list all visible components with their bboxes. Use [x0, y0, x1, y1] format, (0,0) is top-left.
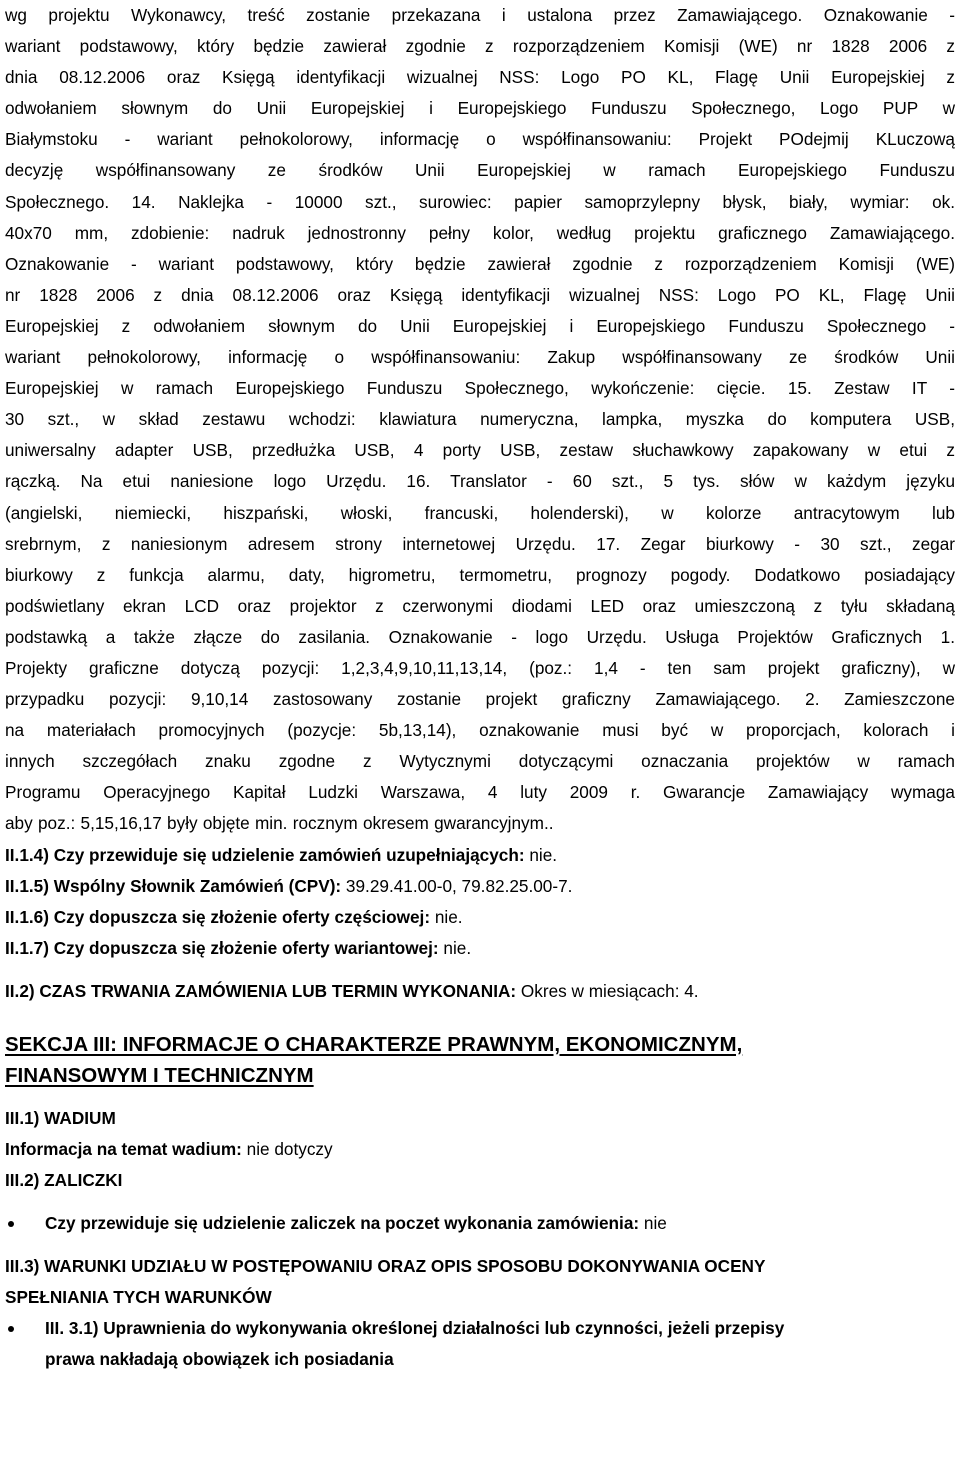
- paragraph-line: podstawką a także złącze do zasilania. Oznakowanie - logo Urzędu. Usługa Projektów Graficznych 1.: [5, 626, 955, 647]
- item-value: nie.: [430, 906, 463, 927]
- item-value: 39.29.41.00-0, 79.82.25.00-7.: [341, 875, 573, 896]
- paragraph-line: podświetlany ekran LCD oraz projektor z czerwonymi diodami LED oraz umieszczoną z tyłu składaną: [5, 595, 955, 616]
- paragraph-line: Oznakowanie - wariant podstawowy, który będzie zawierał zgodnie z rozporządzeniem Komisji (WE): [5, 253, 955, 274]
- paragraph-line: Programu Operacyjnego Kapitał Ludzki Warszawa, 4 luty 2009 r. Gwarancje Zamawiający wymaga: [5, 782, 955, 803]
- item-ii-1-6: [5, 902, 955, 933]
- paragraph-line: Europejskiej z odwołaniem słownym do Unii Europejskiej i Europejskiego Funduszu Społecznego -: [5, 315, 955, 336]
- paragraph-line: wg projektu Wykonawcy, treść zostanie przekazana i ustalona przez Zamawiającego. Oznakowanie -: [5, 5, 955, 25]
- paragraph-line: rączką. Na etui naniesione logo Urzędu. 16. Translator - 60 szt., 5 tys. słów w każdym języku: [5, 471, 955, 492]
- uprawnienia-line1: III. 3.1) Uprawnienia do wykonywania określonej działalności lub czynności, jeżeli przepisy: [45, 1317, 785, 1338]
- section-3-title-line1: SEKCJA III: INFORMACJE O CHARAKTERZE PRAWNYM, EKONOMICZNYM,: [5, 1032, 743, 1056]
- paragraph-line: innych szczegółach znaku zgodne z Wytycznymi dotyczącymi oznaczania projektów w ramach: [5, 751, 955, 772]
- zaliczki-heading: III.2) ZALICZKI: [5, 1169, 123, 1190]
- document-page: [5, 0, 955, 1375]
- paragraph-line: 30 szt., w skład zestawu wchodzi: klawiatura numeryczna, lampka, myszka do komputera USB,: [5, 409, 955, 430]
- item-ii-2: [5, 976, 955, 1007]
- item-ii-1-4: [5, 840, 955, 871]
- paragraph-line: Białymstoku - wariant pełnokolorowy, informację o współfinansowaniu: Projekt POdejmij KLuczową: [5, 129, 955, 150]
- item-label: II.1.4) Czy przewiduje się udzielenie zamówień uzupełniających:: [5, 844, 525, 865]
- wadium-value: nie dotyczy: [241, 1138, 333, 1159]
- paragraph-line: decyzję współfinansowany ze środków Unii Europejskiej w ramach Europejskiego Funduszu: [5, 160, 955, 181]
- item-value: nie.: [438, 937, 472, 958]
- item-label: II.1.5) Wspólny Słownik Zamówień (CPV):: [5, 875, 342, 896]
- paragraph-line: uniwersalny adapter USB, przedłużka USB, 4 porty USB, zestaw słuchawkowy zapakowany w etui z: [5, 440, 955, 461]
- paragraph-line: Projekty graficzne dotyczą pozycji: 1,2,3,4,9,10,11,13,14, (poz.: 1,4 - ten sam projekt graficzny), w: [5, 657, 955, 678]
- item-ii-1-7: [5, 933, 955, 964]
- uprawnienia-bullet: [5, 1313, 955, 1375]
- paragraph-line: odwołaniem słownym do Unii Europejskiej i Europejskiego Funduszu Społecznego, Logo PUP w: [5, 98, 955, 119]
- warunki-heading-line2: SPEŁNIANIA TYCH WARUNKÓW: [5, 1286, 272, 1307]
- body-paragraph: [5, 0, 955, 840]
- paragraph-line: przypadku pozycji: 9,10,14 zastosowany zostanie projekt graficzny Zamawiającego. 2. Zamieszczone: [5, 689, 955, 710]
- uprawnienia-line2: prawa nakładają obowiązek ich posiadania: [45, 1348, 394, 1369]
- zaliczki-label: Czy przewiduje się udzielenie zaliczek na poczet wykonania zamówienia:: [45, 1212, 640, 1233]
- item-label: II.1.7) Czy dopuszcza się złożenie oferty wariantowej:: [5, 937, 439, 958]
- item-label: II.2) CZAS TRWANIA ZAMÓWIENIA LUB TERMIN WYKONANIA:: [5, 980, 517, 1001]
- paragraph-line: 40x70 mm, zdobienie: nadruk jednostronny pełny kolor, według projektu graficznego Zamawiającego.: [5, 222, 955, 243]
- paragraph-line: wariant pełnokolorowy, informację o współfinansowaniu: Zakup współfinansowany ze środków Unii: [5, 347, 955, 368]
- paragraph-line: biurkowy z funkcja alarmu, daty, higrometru, termometru, prognozy pogody. Dodatkowo posiadający: [5, 564, 955, 585]
- paragraph-line: (angielski, niemiecki, hiszpański, włoski, francuski, holenderski), w kolorze antracytowym lub: [5, 502, 955, 523]
- paragraph-line: na materiałach promocyjnych (pozycje: 5b,13,14), oznakowanie musi być w proporcjach, kolorach i: [5, 720, 955, 741]
- zaliczki-value: nie: [639, 1212, 667, 1233]
- item-ii-1-5: [5, 871, 955, 902]
- item-value: Okres w miesiącach: 4.: [516, 980, 699, 1001]
- section-3-title-line2: FINANSOWYM I TECHNICZNYM: [5, 1063, 314, 1087]
- wadium-info: [5, 1134, 955, 1165]
- wadium-heading: III.1) WADIUM: [5, 1107, 116, 1128]
- item-label: II.1.6) Czy dopuszcza się złożenie oferty częściowej:: [5, 906, 431, 927]
- paragraph-line: Społecznego. 14. Naklejka - 10000 szt., surowiec: papier samoprzylepny błysk, biały, wymiar: ok.: [5, 191, 955, 212]
- paragraph-line: aby poz.: 5,15,16,17 były objęte min. rocznym okresem gwarancyjnym..: [5, 813, 554, 834]
- paragraph-line: wariant podstawowy, który będzie zawierał zgodnie z rozporządzeniem Komisji (WE) nr 1828 2006 z: [5, 36, 955, 57]
- paragraph-line: dnia 08.12.2006 oraz Księgą identyfikacji wizualnej NSS: Logo PO KL, Flagę Unii Europejskiej z: [5, 67, 955, 88]
- warunki-heading-line1: III.3) WARUNKI UDZIAŁU W POSTĘPOWANIU ORAZ OPIS SPOSOBU DOKONYWANIA OCENY: [5, 1255, 766, 1276]
- paragraph-line: srebrnym, z naniesionym adresem strony internetowej Urzędu. 17. Zegar biurkowy - 30 szt., zegar: [5, 533, 955, 554]
- warunki-list: [5, 1313, 955, 1375]
- wadium-label: Informacja na temat wadium:: [5, 1138, 242, 1159]
- paragraph-line: Europejskiej w ramach Europejskiego Funduszu Społecznego, wykończenie: cięcie. 15. Zestaw IT -: [5, 378, 955, 399]
- paragraph-line: nr 1828 2006 z dnia 08.12.2006 oraz Księgą identyfikacji wizualnej NSS: Logo PO KL, Flagę Unii: [5, 284, 955, 305]
- item-value: nie.: [524, 844, 558, 865]
- zaliczki-bullet: [5, 1208, 955, 1239]
- zaliczki-list: [5, 1208, 955, 1239]
